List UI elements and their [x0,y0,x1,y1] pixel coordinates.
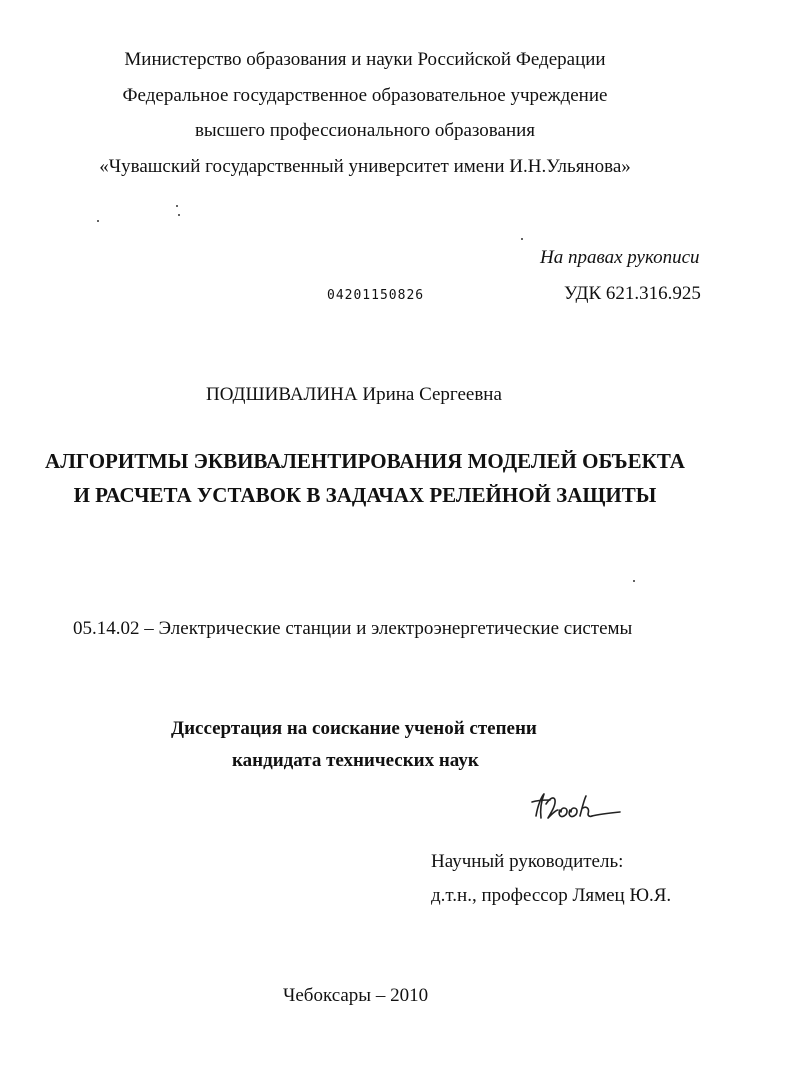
degree-line1: Диссертация на соискание ученой степени [171,718,537,739]
ministry-line: Министерство образования и науки Российской Федерации [124,49,606,70]
author-name: ПОДШИВАЛИНА Ирина Сергеевна [206,384,502,405]
scan-speck [176,205,178,207]
supervisor-name: д.т.н., профессор Лямец Ю.Я. [431,885,672,906]
university-line: «Чувашский государственный университет имени И.Н.Ульянова» [99,156,631,177]
specialty-line: 05.14.02 – Электрические станции и электроэнергетические системы [73,618,633,639]
scan-speck [178,214,180,216]
registration-number: 04201150826 [327,288,425,303]
supervisor-label: Научный руководитель: [431,851,624,872]
education-level-line: высшего профессионального образования [194,120,536,141]
place-year: Чебоксары – 2010 [283,985,429,1006]
thesis-title-line1: АЛГОРИТМЫ ЭКВИВАЛЕНТИРОВАНИЯ МОДЕЛЕЙ ОБЪЕКТА [45,449,685,473]
scan-speck [633,580,635,582]
scan-speck [97,220,99,222]
thesis-title-line2: И РАСЧЕТА УСТАВОК В ЗАДАЧАХ РЕЛЕЙНОЙ ЗАЩИТЫ [73,483,657,507]
institution-type-line: Федеральное государственное образовательное учреждение [122,85,608,106]
degree-line2: кандидата технических наук [232,750,479,771]
scan-speck [521,238,523,240]
handwritten-signature-icon [528,790,622,824]
manuscript-note: На правах рукописи [540,247,700,268]
udc-code: УДК 621.316.925 [564,283,701,304]
